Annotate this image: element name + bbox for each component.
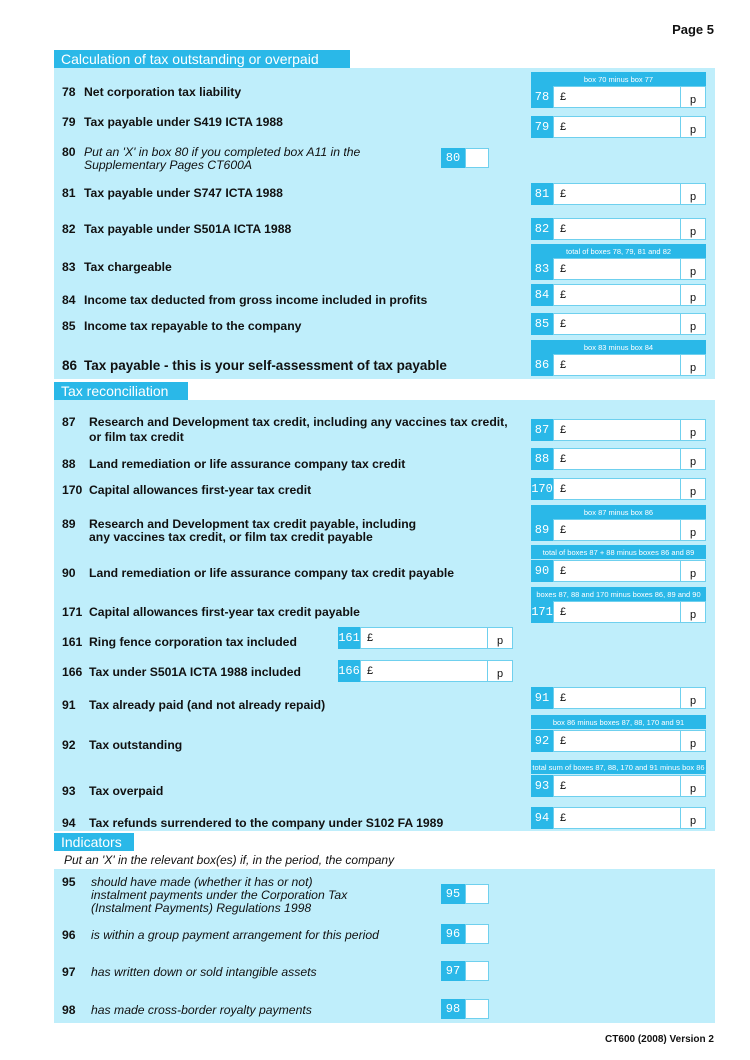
box-171-caption: boxes 87, 88 and 170 minus boxes 86, 89 and 90 xyxy=(531,587,706,601)
box-84-field[interactable]: 84 £ p xyxy=(531,284,706,306)
box-87-field[interactable]: 87 £ p xyxy=(531,419,706,441)
box-86-caption: box 83 minus box 84 xyxy=(531,340,706,354)
row-88-label: 88 Land remediation or life assurance company tax credit xyxy=(62,457,406,471)
box-97-checkbox[interactable]: 97 xyxy=(441,961,489,981)
indicator-95-label: 95 should have made (whether it has or not) instalment payments under the Corporation Tax (Instalment Payments) Regulations 1998 xyxy=(62,875,348,915)
section-header-tax-reconciliation: Tax reconciliation xyxy=(54,382,188,400)
box-89-caption: box 87 minus box 86 xyxy=(531,505,706,519)
row-94-label: 94 Tax refunds surrendered to the company under S102 FA 1989 xyxy=(62,816,444,830)
form-version: CT600 (2008) Version 2 xyxy=(605,1034,714,1045)
indicator-97-label: 97 has written down or sold intangible assets xyxy=(62,965,317,979)
box-96-checkbox[interactable]: 96 xyxy=(441,924,489,944)
row-171-label: 171 Capital allowances first-year tax credit payable xyxy=(62,605,360,619)
row-80-label: 80 Put an 'X' in box 80 if you completed box A11 in the Supplementary Pages CT600A xyxy=(62,145,361,172)
box-83-caption: total of boxes 78, 79, 81 and 82 xyxy=(531,244,706,258)
row-87-label: 87 Research and Development tax credit, including any vaccines tax credit, or film tax credit xyxy=(62,415,508,444)
box-92-caption: box 86 minus boxes 87, 88, 170 and 91 xyxy=(531,715,706,729)
indicator-96-label: 96 is within a group payment arrangement for this period xyxy=(62,928,379,942)
box-89-field[interactable]: 89 £ p xyxy=(531,519,706,541)
box-94-field[interactable]: 94 £ p xyxy=(531,807,706,829)
page-number: Page 5 xyxy=(672,22,714,37)
box-161-field[interactable]: 161 £ p xyxy=(338,627,513,649)
box-90-caption: total of boxes 87 + 88 minus boxes 86 and 89 xyxy=(531,545,706,559)
box-83-field[interactable]: 83 £ p xyxy=(531,258,706,280)
box-91-field[interactable]: 91 £ p xyxy=(531,687,706,709)
row-81-label: 81 Tax payable under S747 ICTA 1988 xyxy=(62,186,283,200)
box-78-caption: box 70 minus box 77 xyxy=(531,72,706,86)
box-78-field[interactable]: 78 £ p xyxy=(531,86,706,108)
box-98-checkbox[interactable]: 98 xyxy=(441,999,489,1019)
row-89-label: 89 Research and Development tax credit payable, including any vaccines tax credit, or film tax credit payable xyxy=(62,517,417,544)
box-166-field[interactable]: 166 £ p xyxy=(338,660,513,682)
box-171-field[interactable]: 171 £ p xyxy=(531,601,706,623)
row-82-label: 82 Tax payable under S501A ICTA 1988 xyxy=(62,222,292,236)
box-95-checkbox[interactable]: 95 xyxy=(441,884,489,904)
box-88-field[interactable]: 88 £ p xyxy=(531,448,706,470)
row-91-label: 91 Tax already paid (and not already repaid) xyxy=(62,698,326,712)
row-93-label: 93 Tax overpaid xyxy=(62,784,164,798)
row-85-label: 85 Income tax repayable to the company xyxy=(62,319,302,333)
row-83-label: 83 Tax chargeable xyxy=(62,260,172,274)
row-92-label: 92 Tax outstanding xyxy=(62,738,183,752)
box-90-field[interactable]: 90 £ p xyxy=(531,560,706,582)
section-header-calculation: Calculation of tax outstanding or overpaid xyxy=(54,50,350,68)
box-86-field[interactable]: 86 £ p xyxy=(531,354,706,376)
row-170-label: 170 Capital allowances first-year tax credit xyxy=(62,483,312,497)
row-166-label: 166 Tax under S501A ICTA 1988 included xyxy=(62,665,301,679)
box-93-caption: total sum of boxes 87, 88, 170 and 91 minus box 86 xyxy=(531,760,706,774)
box-79-field[interactable]: 79 £ p xyxy=(531,116,706,138)
indicators-intro: Put an 'X' in the relevant box(es) if, in the period, the company xyxy=(64,853,395,867)
row-84-label: 84 Income tax deducted from gross income included in profits xyxy=(62,293,428,307)
box-82-field[interactable]: 82 £ p xyxy=(531,218,706,240)
indicator-98-label: 98 has made cross-border royalty payments xyxy=(62,1003,312,1017)
box-170-field[interactable]: 170 £ p xyxy=(531,478,706,500)
row-79-label: 79 Tax payable under S419 ICTA 1988 xyxy=(62,115,283,129)
row-90-label: 90 Land remediation or life assurance company tax credit payable xyxy=(62,566,455,580)
row-78-label: 78 Net corporation tax liability xyxy=(62,85,242,99)
box-93-field[interactable]: 93 £ p xyxy=(531,775,706,797)
section-header-indicators: Indicators xyxy=(54,833,134,851)
box-80-checkbox[interactable]: 80 xyxy=(441,148,489,168)
row-161-label: 161 Ring fence corporation tax included xyxy=(62,635,297,649)
box-85-field[interactable]: 85 £ p xyxy=(531,313,706,335)
box-92-field[interactable]: 92 £ p xyxy=(531,730,706,752)
box-81-field[interactable]: 81 £ p xyxy=(531,183,706,205)
row-86-label: 86 Tax payable - this is your self-assessment of tax payable xyxy=(62,358,447,373)
